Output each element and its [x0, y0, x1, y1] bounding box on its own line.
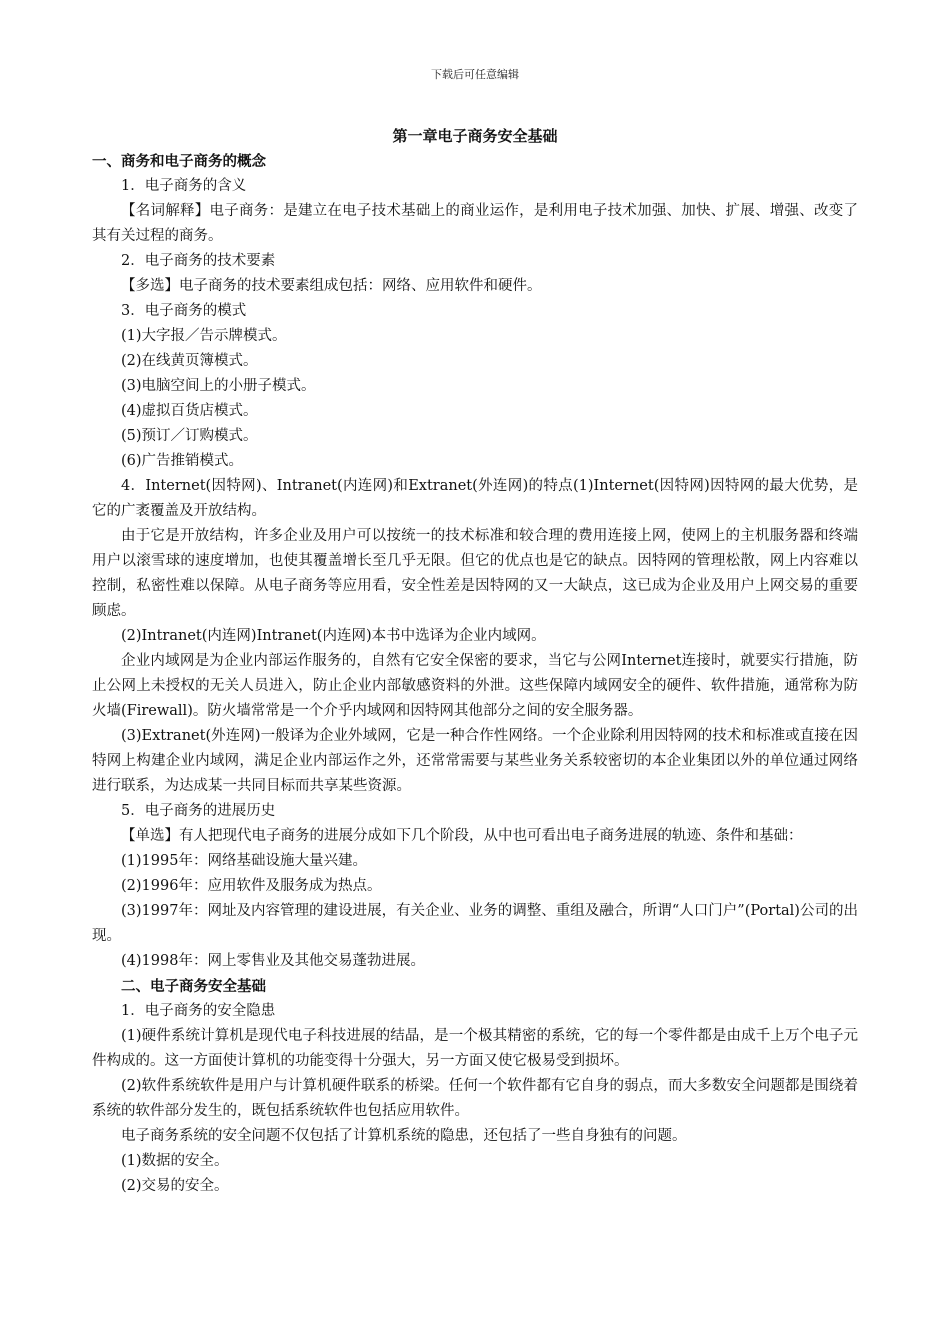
paragraph: (3)电脑空间上的小册子模式。: [121, 378, 316, 394]
paragraph: 1．电子商务的含义: [121, 178, 247, 194]
paragraph: (1)数据的安全。: [121, 1153, 229, 1169]
paragraph: 1．电子商务的安全隐患: [121, 1003, 276, 1019]
sections-container: [92, 149, 858, 1199]
paragraph: (3)Extranet(外连网)一般译为企业外域网，它是一种合作性网络。一个企业除利用因特网的技术和标准或直接在因特网上构建企业内域网，满足企业内部运作之外，还常常需要与某些业务关系较密切的本企业集团以外的单位通过网络进行联系，为达成某一共同目标而共享某些资源。: [92, 728, 858, 794]
paragraph: (1)大字报／告示牌模式。: [121, 328, 287, 344]
paragraph: 由于它是开放结构，许多企业及用户可以按统一的技术标准和较合理的费用连接上网，使网上的主机服务器和终端用户以滚雪球的速度增加，也使其覆盖增长至几乎无限。但它的优点也是它的缺点。因特网的管理松散，网上内容难以控制，私密性难以保障。从电子商务等应用看，安全性差是因特网的又一大缺点，这已成为企业及用户上网交易的重要顾虑。: [92, 528, 858, 619]
paragraph: 电子商务系统的安全问题不仅包括了计算机系统的隐患，还包括了一些自身独有的问题。: [121, 1128, 687, 1144]
chapter-title: 第一章电子商务安全基础: [392, 127, 558, 145]
paragraph: (1)1995年：网络基础设施大量兴建。: [121, 853, 367, 869]
paragraph: 3．电子商务的模式: [121, 303, 247, 319]
paragraph: (5)预订／订购模式。: [121, 428, 258, 444]
paragraph: (4)虚拟百货店模式。: [121, 403, 258, 419]
paragraph: (2)软件系统软件是用户与计算机硬件联系的桥梁。任何一个软件都有它自身的弱点，而大多数安全问题都是围绕着系统的软件部分发生的，既包括系统软件也包括应用软件。: [92, 1078, 858, 1119]
paragraph: (3)1997年：网址及内容管理的建设进展，有关企业、业务的调整、重组及融合，所谓“人口门户”(Portal)公司的出现。: [92, 903, 858, 944]
paragraph: (4)1998年：网上零售业及其他交易蓬勃进展。: [121, 953, 425, 969]
paragraph: (2)在线黄页簿模式。: [121, 353, 258, 369]
page-header: 下载后可任意编辑: [431, 68, 519, 81]
paragraph: 【多选】电子商务的技术要素组成包括：网络、应用软件和硬件。: [121, 278, 542, 294]
paragraph: (2)Intranet(内连网)Intranet(内连网)本书中选译为企业内域网。: [121, 628, 546, 644]
paragraph: (2)交易的安全。: [121, 1178, 229, 1194]
paragraph: 2．电子商务的技术要素: [121, 253, 276, 269]
paragraph: 4．Internet(因特网)、Intranet(内连网)和Extranet(外连网)的特点(1)Internet(因特网)因特网的最大优势，是它的广袤覆盖及开放结构。: [92, 478, 858, 519]
paragraph: 【单选】有人把现代电子商务的进展分成如下几个阶段，从中也可看出电子商务进展的轨迹、条件和基础：: [121, 828, 803, 844]
section-heading: 二、电子商务安全基础: [121, 978, 266, 995]
paragraph: 【名词解释】电子商务：是建立在电子技术基础上的商业运作，是利用电子技术加强、加快、扩展、增强、改变了其有关过程的商务。: [92, 203, 858, 244]
paragraph: (2)1996年：应用软件及服务成为热点。: [121, 878, 382, 894]
document-body: [92, 124, 858, 1199]
paragraph: (6)广告推销模式。: [121, 453, 244, 469]
paragraph: 5．电子商务的进展历史: [121, 803, 276, 819]
section-heading: 一、商务和电子商务的概念: [92, 153, 266, 170]
paragraph: 企业内域网是为企业内部运作服务的，自然有它安全保密的要求，当它与公网Internet连接时，就要实行措施，防止公网上未授权的无关人员进入，防止企业内部敏感资料的外泄。这些保障内域网安全的硬件、软件措施，通常称为防火墙(Firewall)。防火墙常常是一个介乎内域网和因特网其他部分之间的安全服务器。: [92, 653, 858, 719]
paragraph: (1)硬件系统计算机是现代电子科技进展的结晶，是一个极其精密的系统，它的每一个零件都是由成千上万个电子元件构成的。这一方面使计算机的功能变得十分强大，另一方面又使它极易受到损坏。: [92, 1028, 858, 1069]
